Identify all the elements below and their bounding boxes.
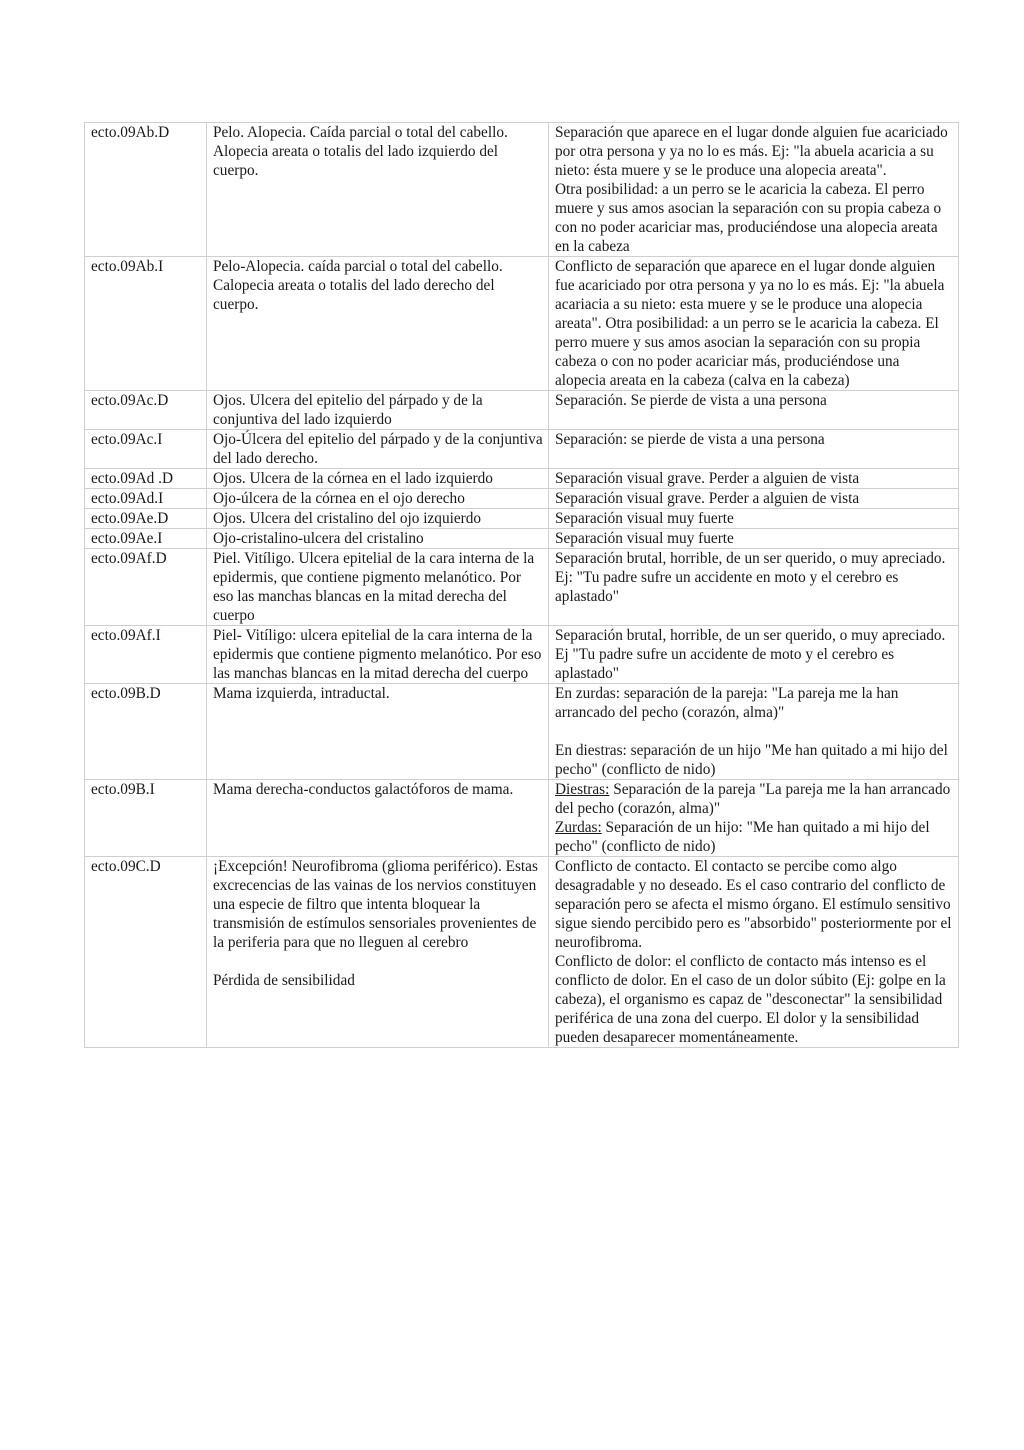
- table-row: [85, 684, 959, 780]
- organ-cell: Ojo-úlcera de la córnea en el ojo derecho: [207, 489, 549, 509]
- table-row: [85, 489, 959, 509]
- table-row: [85, 430, 959, 469]
- conflict-cell: Separación visual grave. Perder a alguien de vista: [549, 469, 959, 489]
- zurdas-label: Zurdas:: [555, 819, 602, 836]
- table-row: [85, 549, 959, 626]
- conflict-cell: Conflicto de contacto. El contacto se percibe como algo desagradable y no deseado. Es el caso contrario del conflicto de separación pero se afecta el mismo órgano. El estímulo sensitivo sigue siendo percibido pero es "absorbido" posteriormente por el neurofibroma. Conflicto de dolor: el conflicto de contacto más intenso es el conflicto de dolor. En el caso de un dolor súbito (Ej: golpe en la cabeza), el organismo es capaz de "desconectar" la sensibilidad periférica de una zona del cuerpo. El dolor y la sensibilidad pueden desaparecer momentáneamente.: [549, 857, 959, 1048]
- code-cell: ecto.09Ad .D: [85, 469, 207, 489]
- organ-cell: [207, 857, 549, 1048]
- zurdas-text: Separación de un hijo: "Me han quitado a mi hijo del pecho" (conflicto de nido): [555, 819, 930, 855]
- code-cell: ecto.09Ad.I: [85, 489, 207, 509]
- table-row: [85, 626, 959, 684]
- conflict-cell: Separación brutal, horrible, de un ser querido, o muy apreciado. Ej: "Tu padre sufre un accidente en moto y el cerebro es aplastado": [549, 549, 959, 626]
- code-cell: ecto.09B.D: [85, 684, 207, 780]
- code-cell: ecto.09Ab.D: [85, 123, 207, 257]
- conflict-cell: Separación: se pierde de vista a una persona: [549, 430, 959, 469]
- conflict-cell: Separación que aparece en el lugar donde alguien fue acariciado por otra persona y ya no lo es más. Ej: "la abuela acaricia a su nieto: ésta muere y se le produce una alopecia areata". Otra posibilidad: a un perro se le acaricia la cabeza. El perro muere y sus amos asocian la separación con su propia cabeza o con no poder acariciar mas, produciéndose una alopecia areata en la cabeza: [549, 123, 959, 257]
- organ-cell: Ojos. Ulcera del cristalino del ojo izquierdo: [207, 509, 549, 529]
- conflict-paragraph: En diestras: separación de un hijo "Me han quitado a mi hijo del pecho" (conflicto de nido): [555, 742, 948, 778]
- conflict-cell: Separación. Se pierde de vista a una persona: [549, 391, 959, 430]
- conflict-cell: [549, 684, 959, 780]
- table-row: [85, 529, 959, 549]
- organ-cell: Piel. Vitíligo. Ulcera epitelial de la cara interna de la epidermis, que contiene pigmento melanótico. Por eso las manchas blancas en la mitad derecha del cuerpo: [207, 549, 549, 626]
- code-cell: ecto.09Ae.D: [85, 509, 207, 529]
- organ-cell: Mama derecha-conductos galactóforos de mama.: [207, 780, 549, 857]
- conflict-paragraph: En zurdas: separación de la pareja: "La pareja me la han arrancado del pecho (corazón, alma)": [555, 685, 899, 721]
- conflict-cell: Separación brutal, horrible, de un ser querido, o muy apreciado. Ej "Tu padre sufre un accidente de moto y el cerebro es aplastado": [549, 626, 959, 684]
- table-row: [85, 857, 959, 1048]
- code-cell: ecto.09Af.I: [85, 626, 207, 684]
- conflict-cell: Separación visual muy fuerte: [549, 529, 959, 549]
- code-cell: ecto.09C.D: [85, 857, 207, 1048]
- organ-cell: Pelo-Alopecia. caída parcial o total del cabello. Calopecia areata o totalis del lado derecho del cuerpo.: [207, 257, 549, 391]
- code-cell: ecto.09Ac.I: [85, 430, 207, 469]
- organ-cell: Ojo-cristalino-ulcera del cristalino: [207, 529, 549, 549]
- table-row: [85, 469, 959, 489]
- organ-cell: Ojo-Úlcera del epitelio del párpado y de la conjuntiva del lado derecho.: [207, 430, 549, 469]
- organ-cell: Pelo. Alopecia. Caída parcial o total del cabello. Alopecia areata o totalis del lado izquierdo del cuerpo.: [207, 123, 549, 257]
- code-cell: ecto.09B.I: [85, 780, 207, 857]
- code-cell: ecto.09Af.D: [85, 549, 207, 626]
- table-row: [85, 257, 959, 391]
- organ-paragraph: Pérdida de sensibilidad: [213, 972, 355, 989]
- diestras-label: Diestras:: [555, 781, 610, 798]
- organ-cell: Piel- Vitíligo: ulcera epitelial de la cara interna de la epidermis que contiene pigmento melanótico. Por eso las manchas blancas en la mitad derecha del cuerpo: [207, 626, 549, 684]
- conflict-cell: [549, 780, 959, 857]
- conflict-cell: Separación visual muy fuerte: [549, 509, 959, 529]
- conflict-cell: Conflicto de separación que aparece en el lugar donde alguien fue acariciado por otra persona y ya no lo es más. Ej: "la abuela acariacia a su nieto: esta muere y se le produce una alopecia areata". Otra posibilidad: a un perro se le acaricia la cabeza. El perro muere y sus amos asocian la separación con su propia cabeza o con no poder acariciar más, produciéndose una alopecia areata en la cabeza (calva en la cabeza): [549, 257, 959, 391]
- organ-paragraph: ¡Excepción! Neurofibroma (glioma periférico). Estas excrecencias de las vainas de los nervios constituyen una especie de filtro que intenta bloquear la transmisión de estímulos sensoriales provenientes de la periferia para que no lleguen al cerebro: [213, 858, 538, 951]
- table-row: [85, 123, 959, 257]
- code-cell: ecto.09Ac.D: [85, 391, 207, 430]
- conflict-cell: Separación visual grave. Perder a alguien de vista: [549, 489, 959, 509]
- table-row: [85, 780, 959, 857]
- paragraph-spacer: [555, 722, 953, 741]
- organ-cell: Ojos. Ulcera de la córnea en el lado izquierdo: [207, 469, 549, 489]
- paragraph-spacer: [213, 952, 543, 971]
- code-cell: ecto.09Ab.I: [85, 257, 207, 391]
- table-row: [85, 391, 959, 430]
- diestras-text: Separación de la pareja "La pareja me la han arrancado del pecho (corazón, alma)": [555, 781, 951, 817]
- code-cell: ecto.09Ae.I: [85, 529, 207, 549]
- organ-cell: Ojos. Ulcera del epitelio del párpado y de la conjuntiva del lado izquierdo: [207, 391, 549, 430]
- table-row: [85, 509, 959, 529]
- organ-cell: Mama izquierda, intraductal.: [207, 684, 549, 780]
- conflict-table: [84, 122, 959, 1048]
